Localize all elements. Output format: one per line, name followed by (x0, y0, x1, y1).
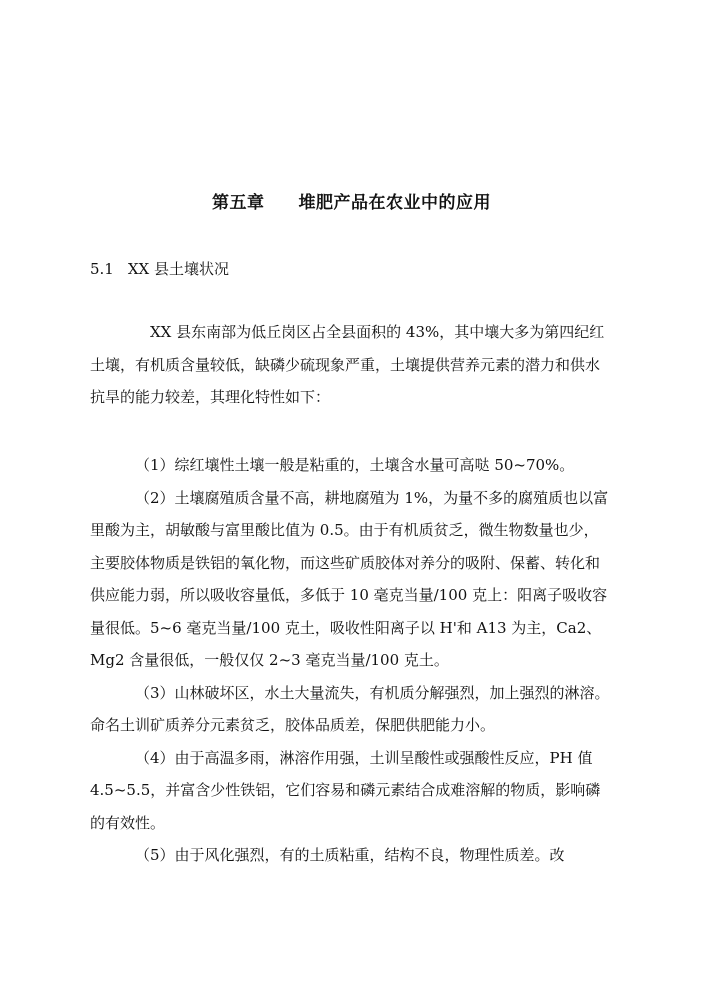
property-list (90, 449, 610, 872)
section-heading (90, 258, 229, 279)
chapter-number: 第五章 (212, 193, 265, 213)
section-title: XX 县土壤状况 (127, 260, 229, 278)
intro-block (90, 316, 610, 414)
list-item: （3）山林破坏区，水土大量流失，有机质分解强烈，加上强烈的淋溶。命名土训矿质养分元素贫乏，胶体品质差，保肥供肥能力小。 (90, 683, 610, 734)
list-item: （2）土壤腐殖质含量不高，耕地腐殖为 1%，为量不多的腐殖质也以富里酸为主，胡敏酸与富里酸比值为 0.5。由于有机质贫乏，微生物数量也少，主要胶体物质是铁铝的氧化物，而这些矿质胶体对养分的吸附、保蓄、转化和供应能力弱，所以吸收容量低，多低于 10 毫克当量/100 克上：阳离子吸收容量很低。5~6 毫克当量/100 克土，吸收性阳离子以 H'和 A13 为主，Ca2、Mg2 含量很低，一般仅仅 2~3 毫克当量/100 克土。 (90, 488, 609, 669)
intro-paragraph: XX 县东南部为低丘岗区占全县面积的 43%，其中壤大多为第四纪红土壤，有机质含量较低，缺磷少硫现象严重，土壤提供营养元素的潜力和供水抗旱的能力较差，其理化特性如下： (90, 323, 605, 406)
chapter-title (0, 188, 703, 213)
list-item: （4）由于高温多雨，淋溶作用强，土训呈酸性或强酸性反应，PH 值 4.5~5.5，并富含少性铁铝，它们容易和磷元素结合成难溶解的物质，影响磷的有效性。 (90, 748, 601, 832)
section-number: 5.1 (90, 260, 114, 278)
list-item: （5）由于风化强烈，有的土质粘重，结构不良，物理性质差。改 (135, 846, 565, 864)
chapter-title-text: 堆肥产品在农业中的应用 (298, 193, 491, 213)
list-item: （1）综红壤性土壤一般是粘重的，土壤含水量可高哒 50~70%。 (135, 456, 575, 474)
